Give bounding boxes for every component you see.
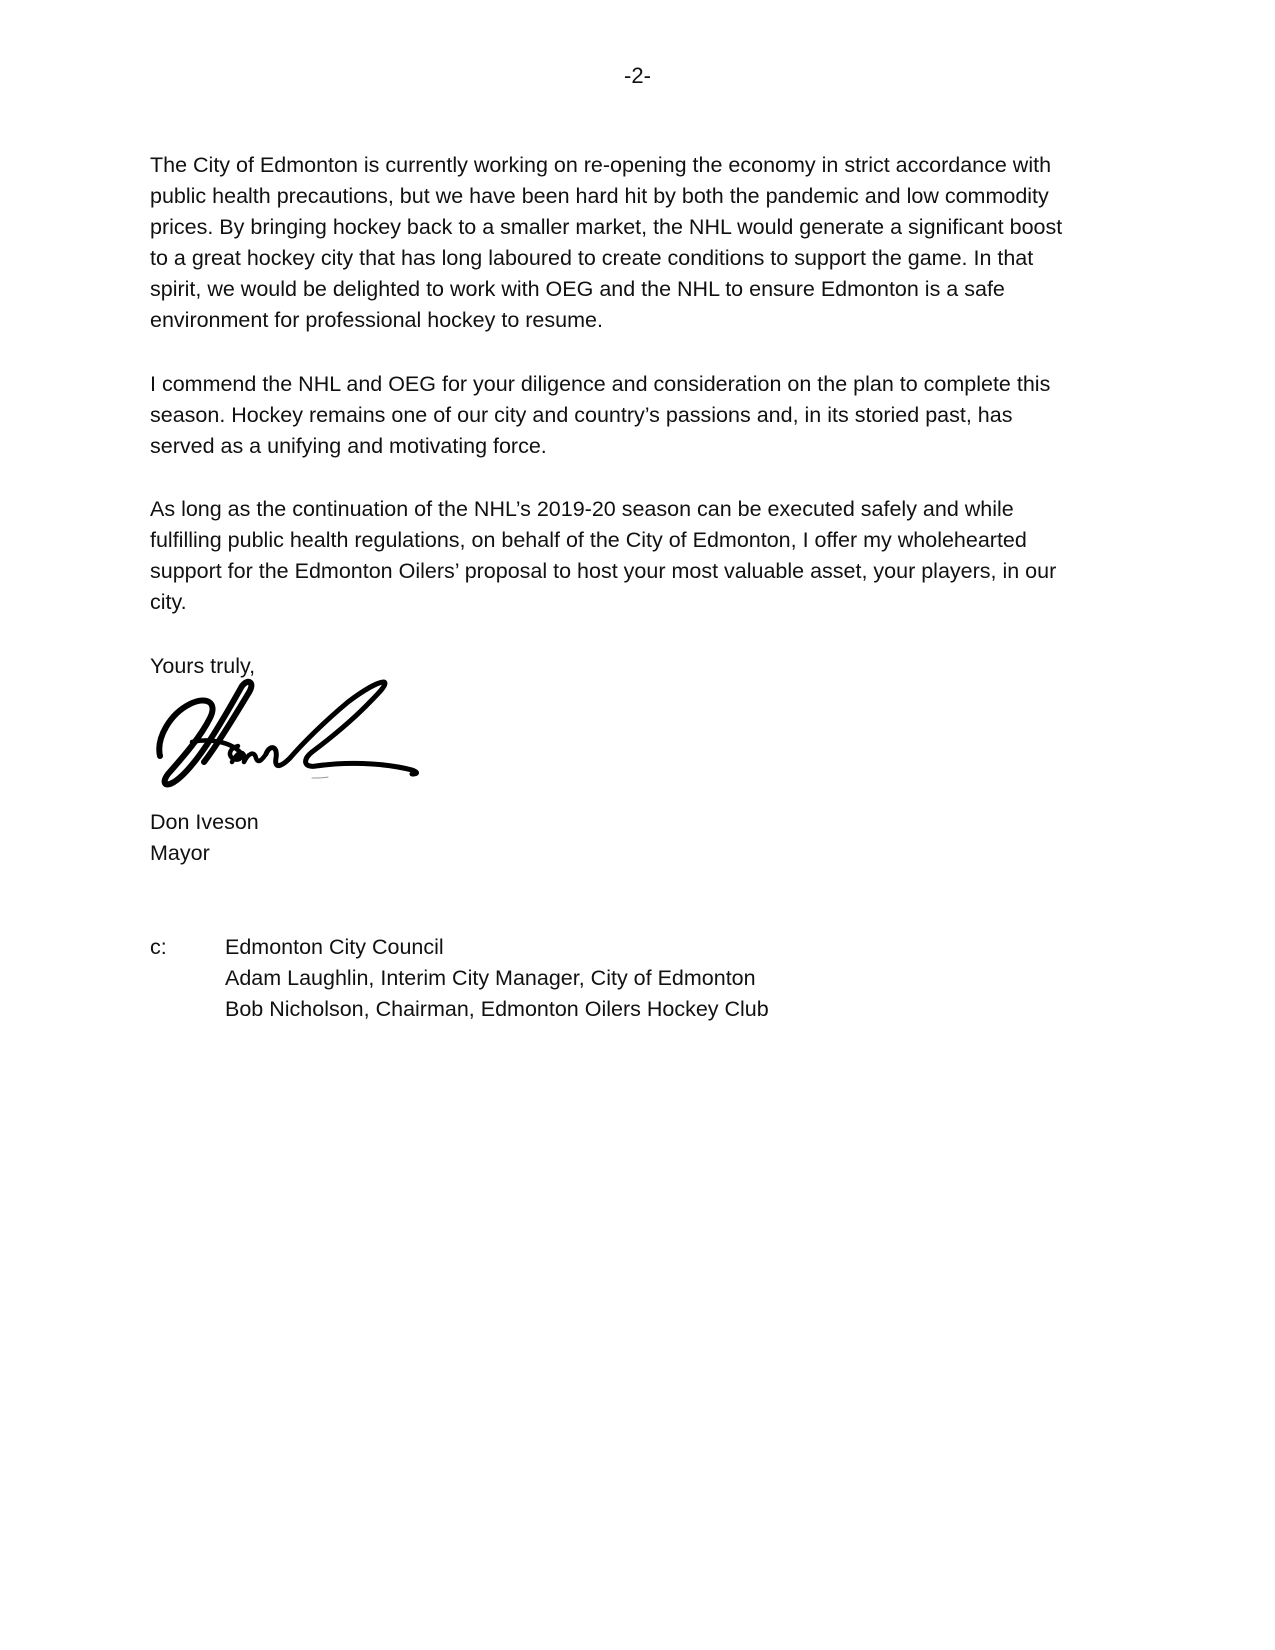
handwritten-signature [152, 678, 442, 800]
body-paragraph-1: The City of Edmonton is currently working on re-opening the economy in strict accordance with public health precautions, but we have been hard hit by both the pandemic and low commodity prices. By bringing hockey back to a smaller market, the NHL would generate a significant boost to a great hockey city that has long laboured to create conditions to support the game. In that spirit, we would be delighted to work with OEG and the NHL to ensure Edmonton is a safe environment for professional hockey to resume. [150, 153, 1063, 332]
cc-recipient: Adam Laughlin, Interim City Manager, City of Edmonton [225, 966, 756, 990]
body-paragraph-2: I commend the NHL and OEG for your diligence and consideration on the plan to complete this season. Hockey remains one of our city and country’s passions and, in its storied past, has served as a unifying and motivating force. [150, 372, 1051, 458]
signer-name: Don Iveson [150, 810, 259, 834]
signer-block [150, 807, 259, 869]
cc-recipient: Edmonton City Council [225, 935, 444, 959]
page-number: -2- [624, 63, 651, 88]
cc-label: c: [150, 935, 167, 959]
closing-salutation: Yours truly, [150, 654, 256, 678]
cc-recipient-list [225, 932, 1025, 1025]
cc-recipient: Bob Nicholson, Chairman, Edmonton Oilers Hockey Club [225, 997, 769, 1021]
signer-title: Mayor [150, 841, 210, 865]
body-paragraph-3: As long as the continuation of the NHL’s 2019-20 season can be executed safely and while fulfilling public health regulations, on behalf of the City of Edmonton, I offer my wholehearted support for the Edmonton Oilers’ proposal to host your most valuable asset, your players, in our city. [150, 497, 1057, 614]
